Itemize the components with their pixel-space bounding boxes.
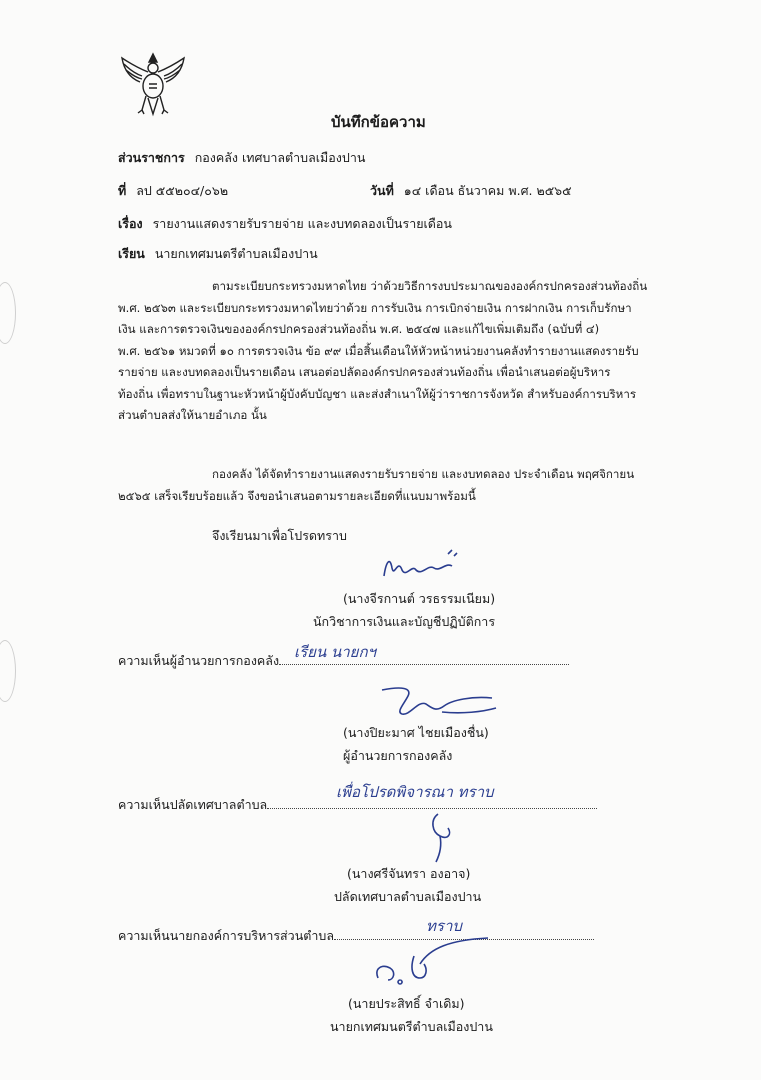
paragraph-line: พ.ศ. ๒๕๖๓ และระเบียบกระทรวงมหาดไทยว่าด้วย การรับเงิน การเบิกจ่ายเงิน การฝากเงิน การเก็บรักษา (118, 300, 632, 315)
opinion-3-line (118, 926, 594, 946)
signer-1-name: (นางจีรกานต์ วรธรรมเนียม) (343, 591, 496, 606)
to-line (118, 244, 318, 264)
paragraph-line: รายจ่าย และงบทดลองเป็นรายเดือน เสนอต่อปลัดองค์กรปกครองส่วนท้องถิ่น เพื่อนำเสนอต่อผู้บริหาร (118, 365, 611, 379)
signature-1 (378, 548, 468, 584)
signer-3-name: (นางศรีจันทรา องอาจ) (347, 866, 471, 881)
date-line (370, 181, 572, 201)
signer-4-position: นายกเทศมนตรีตำบลเมืองปาน (330, 1019, 493, 1034)
department-line (118, 148, 365, 168)
paragraph-line: กองคลัง ได้จัดทำรายงานแสดงรายรับรายจ่าย และงบทดลอง ประจำเดือน พฤศจิกายน (212, 467, 635, 481)
paragraph-line: ท้องถิ่น เพื่อทราบในฐานะหัวหน้าผู้บังคับบัญชา และส่งสำเนาให้ผู้ว่าราชการจังหวัด สำหรับองค์การบริหาร (118, 386, 637, 401)
paragraph-line: พ.ศ. ๒๕๖๑ หมวดที่ ๑๐ การตรวจเงิน ข้อ ๙๙ เมื่อสิ้นเดือนให้หัวหน้าหน่วยงานคลังทำรายงานแสดงรายรับ (118, 343, 639, 358)
punch-hole-bottom (0, 640, 16, 702)
to-label: เรียน (118, 246, 145, 261)
closing-text: จึงเรียนมาเพื่อโปรดทราบ (212, 528, 347, 543)
reference-label: ที่ (118, 183, 127, 198)
body-paragraph-2 (118, 464, 718, 507)
signer-3-position: ปลัดเทศบาลตำบลเมืองปาน (334, 889, 482, 904)
opinion-1-dotted-line (279, 664, 569, 665)
subject-value: รายงานแสดงรายรับรายจ่าย และงบทดลองเป็นรายเดือน (152, 216, 452, 231)
memo-heading: บันทึกข้อความ (331, 113, 426, 131)
signer-1-position: นักวิชาการเงินและบัญชีปฏิบัติการ (313, 614, 496, 629)
garuda-emblem (118, 48, 188, 118)
signer-2-position: ผู้อำนวยการกองคลัง (343, 748, 453, 763)
reference-line (118, 181, 228, 201)
paragraph-line: ๒๕๖๕ เสร็จเรียบร้อยแล้ว จึงขอนำเสนอตามรายละเอียดที่แนบมาพร้อมนี้ (118, 488, 476, 503)
signature-4 (360, 934, 500, 990)
reference-value: ลป ๕๕๒๐๔/๐๖๒ (136, 183, 229, 198)
department-label: ส่วนราชการ (118, 150, 185, 165)
subject-line (118, 214, 452, 234)
opinion-1-handwriting: เรียน นายกฯ (294, 643, 376, 661)
opinion-1-label: ความเห็นผู้อำนวยการกองคลัง (118, 653, 280, 668)
opinion-2-handwriting: เพื่อโปรดพิจารณา ทราบ (336, 783, 494, 801)
opinion-3-label: ความเห็นนายกองค์การบริหารส่วนตำบล (118, 928, 334, 943)
opinion-3-handwriting: ทราบ (426, 917, 462, 935)
subject-label: เรื่อง (118, 216, 143, 231)
signature-2 (372, 682, 502, 722)
date-value: ๑๔ เดือน ธันวาคม พ.ศ. ๒๕๖๕ (403, 183, 572, 198)
opinion-2-label: ความเห็นปลัดเทศบาลตำบล (118, 797, 268, 812)
paragraph-line: ส่วนตำบลส่งให้นายอำเภอ นั้น (118, 408, 267, 422)
department-value: กองคลัง เทศบาลตำบลเมืองปาน (194, 150, 366, 165)
body-paragraph-1 (118, 276, 718, 427)
to-value: นายกเทศมนตรีตำบลเมืองปาน (154, 246, 318, 261)
signer-2-name: (นางปิยะมาศ ไชยเมืองชื่น) (343, 725, 489, 740)
signer-4-name: (นายประสิทธิ์ จำเดิม) (348, 996, 465, 1011)
paragraph-line: เงิน และการตรวจเงินขององค์กรปกครองส่วนท้องถิ่น พ.ศ. ๒๕๔๗ และแก้ไขเพิ่มเติมถึง (ฉบับที่ ๔) (118, 322, 600, 336)
signature-3 (418, 806, 478, 866)
punch-hole-top (0, 282, 16, 344)
date-label: วันที่ (370, 183, 394, 198)
paragraph-line: ตามระเบียบกระทรวงมหาดไทย ว่าด้วยวิธีการงบประมาณขององค์กรปกครองส่วนท้องถิ่น (212, 279, 648, 293)
